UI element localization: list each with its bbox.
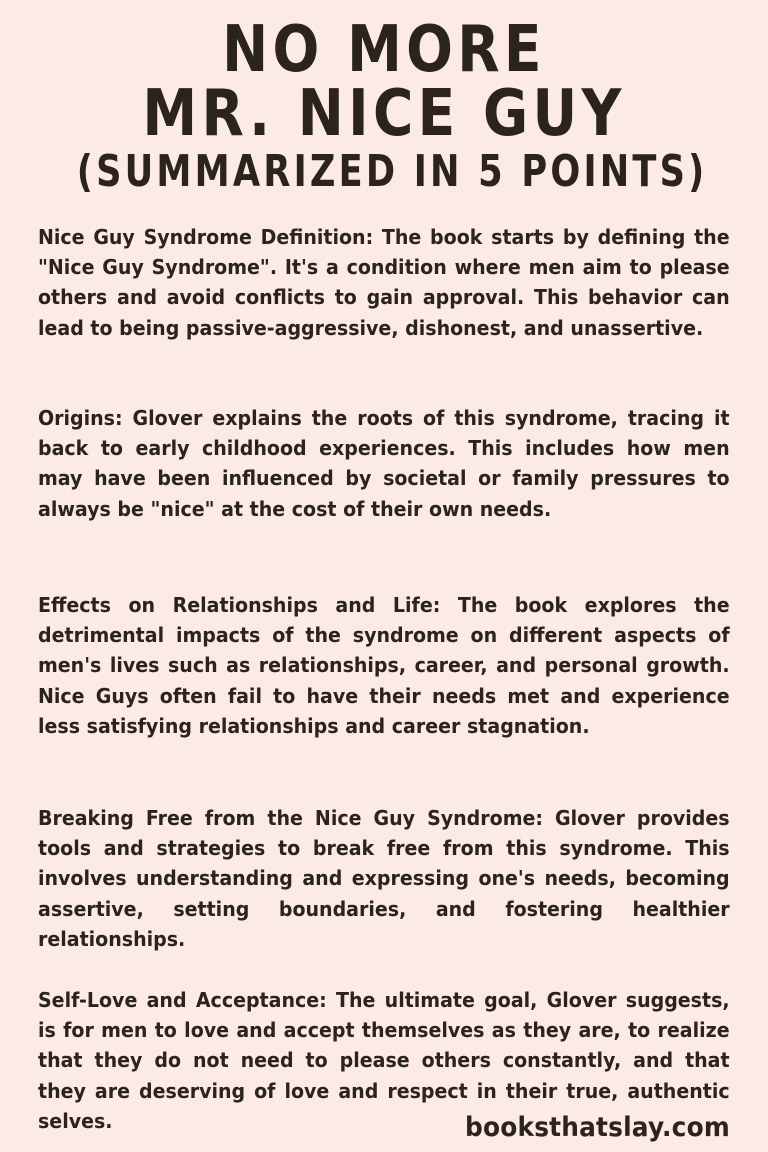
point-3-paragraph [38,590,730,741]
point-1-paragraph [38,222,730,343]
title-line-2: MR. NICE GUY [142,77,626,151]
title-line-1: NO MORE [222,13,546,87]
page-title [0,13,768,198]
point-2-paragraph [38,403,730,524]
point-1-text: Nice Guy Syndrome Definition: The book starts by defining the "Nice Guy Syndrome". It's a condition where men aim to please others and avoid conflicts to gain approval. This behavior can lead to being passive-aggressive, dishonest, and unassertive. [38,225,730,340]
website-watermark: booksthatslay.com [465,1112,730,1143]
point-3-text: Effects on Relationships and Life: The book explores the detrimental impacts of the syndrome on different aspects of men's lives such as relationships, career, and personal growth. Nice Guys often fail to have their needs met and experience less satisfying relationships and career stagnation. [38,593,730,738]
point-2-text: Origins: Glover explains the roots of this syndrome, tracing it back to early childhood experiences. This includes how men may have been influenced by societal or family pressures to always be "nice" at the cost of their own needs. [38,406,730,521]
subtitle: (SUMMARIZED IN 5 POINTS) [76,146,708,197]
point-4-paragraph [38,803,730,954]
point-4-text: Breaking Free from the Nice Guy Syndrome: Glover provides tools and strategies to break free from this syndrome. This involves understanding and expressing one's needs, becoming assertive, setting boundaries, and fostering healthier relationships. [38,806,730,951]
point-5-text: Self-Love and Acceptance: The ultimate goal, Glover suggests, is for men to love and accept themselves as they are, to realize that they do not need to please others constantly, and that they are deserving of love and respect in their true, authentic selves. [38,988,730,1133]
